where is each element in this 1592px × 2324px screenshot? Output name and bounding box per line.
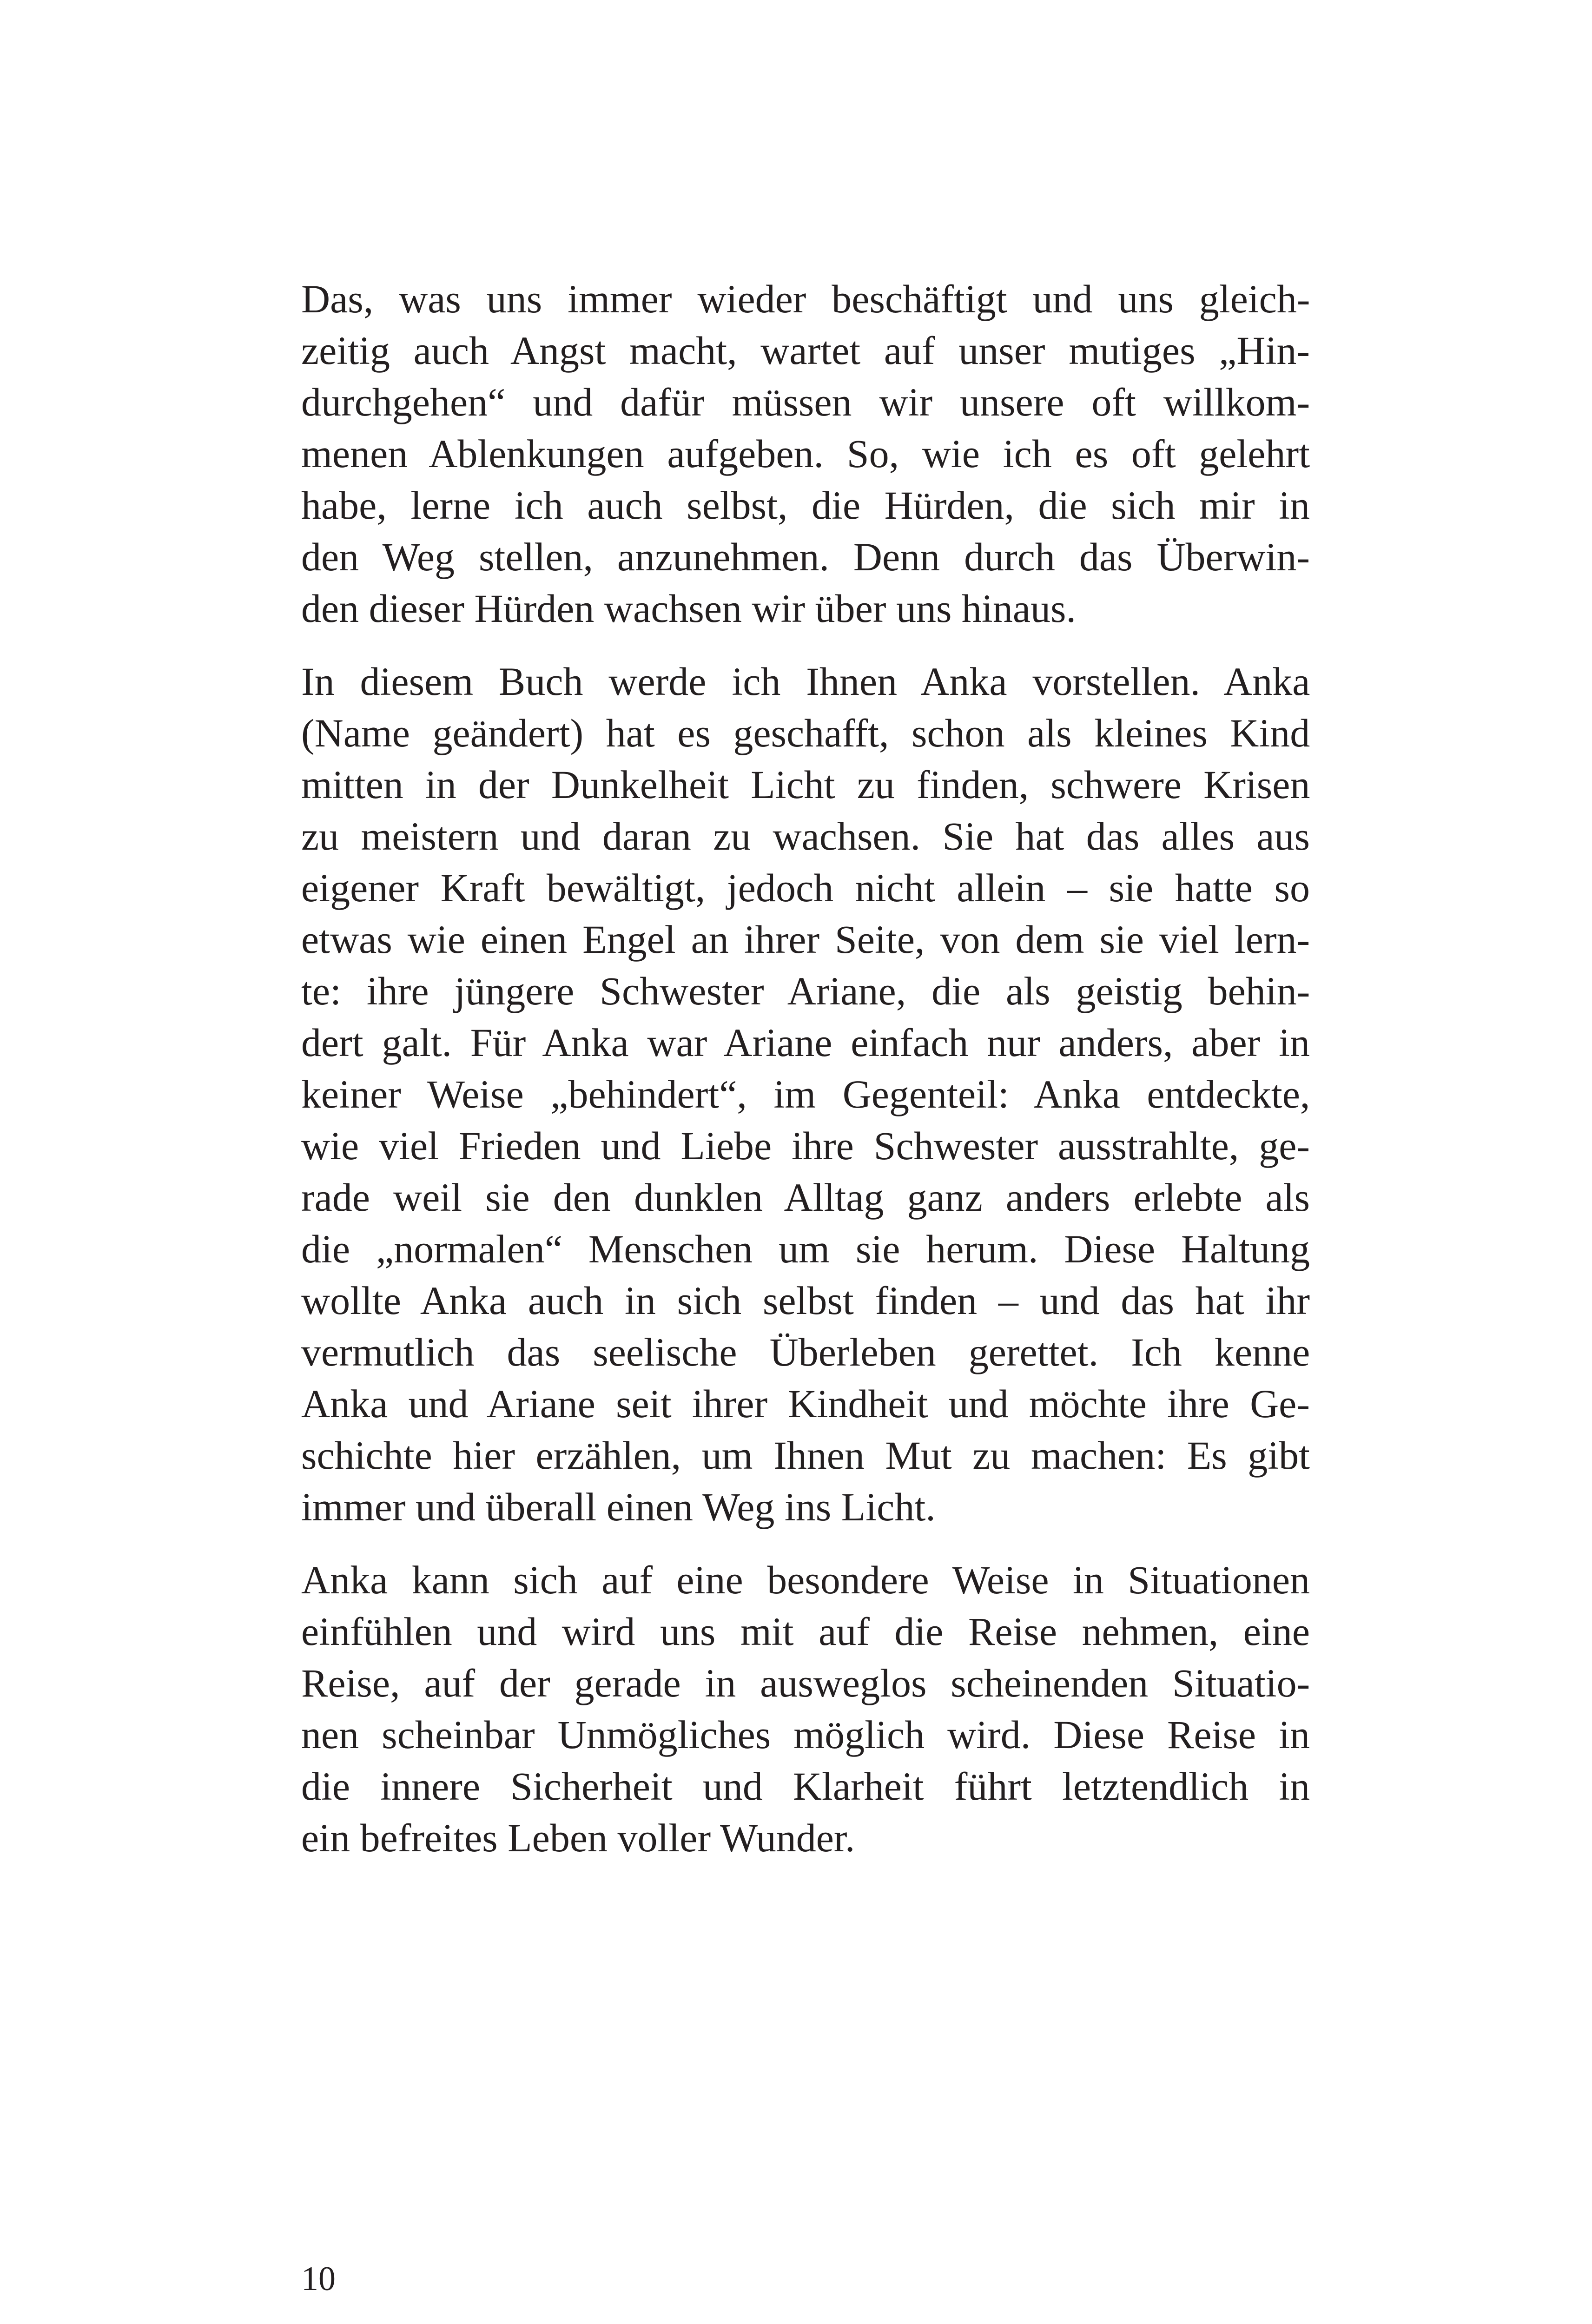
paragraph-3 (301, 1554, 1310, 1864)
text-line: Anka und Ariane seit ihrer Kindheit und möchte ihre Ge- (301, 1381, 1310, 1426)
text-line: zeitig auch Angst macht, wartet auf unser mutiges „Hin- (301, 328, 1310, 373)
text-line: den dieser Hürden wachsen wir über uns hinaus. (301, 586, 1076, 631)
text-line: einfühlen und wird uns mit auf die Reise nehmen, eine (301, 1609, 1310, 1654)
text-line: te: ihre jüngere Schwester Ariane, die als geistig behin- (301, 969, 1310, 1013)
page-number: 10 (301, 2260, 336, 2298)
text-line: keiner Weise „behindert“, im Gegenteil: Anka entdeckte, (301, 1072, 1310, 1116)
text-line: wollte Anka auch in sich selbst finden – und das hat ihr (301, 1278, 1310, 1323)
text-line: immer und überall einen Weg ins Licht. (301, 1485, 936, 1529)
text-line: vermutlich das seelische Überleben gerettet. Ich kenne (301, 1330, 1310, 1374)
paragraph-2 (301, 656, 1310, 1533)
text-line: durchgehen“ und dafür müssen wir unsere oft willkom- (301, 380, 1310, 424)
text-line: die innere Sicherheit und Klarheit führt letztendlich in (301, 1764, 1310, 1809)
text-line: wie viel Frieden und Liebe ihre Schwester ausstrahlte, ge- (301, 1123, 1310, 1168)
text-line: habe, lerne ich auch selbst, die Hürden, die sich mir in (301, 483, 1310, 528)
text-line: den Weg stellen, anzunehmen. Denn durch das Überwin- (301, 535, 1310, 579)
text-line: ein befreites Leben voller Wunder. (301, 1816, 855, 1860)
text-line: Anka kann sich auf eine besondere Weise in Situationen (301, 1558, 1310, 1602)
body-text (301, 273, 1310, 1885)
text-line: die „normalen“ Menschen um sie herum. Diese Haltung (301, 1227, 1310, 1271)
text-line: nen scheinbar Unmögliches möglich wird. Diese Reise in (301, 1712, 1310, 1757)
text-line: dert galt. Für Anka war Ariane einfach nur anders, aber in (301, 1020, 1310, 1065)
text-line: Reise, auf der gerade in ausweglos scheinenden Situatio- (301, 1661, 1310, 1705)
text-line: etwas wie einen Engel an ihrer Seite, von dem sie viel lern- (301, 917, 1310, 962)
text-line: schichte hier erzählen, um Ihnen Mut zu machen: Es gibt (301, 1433, 1310, 1478)
text-line: zu meistern und daran zu wachsen. Sie hat das alles aus (301, 814, 1310, 858)
text-line: (Name geändert) hat es geschafft, schon als kleines Kind (301, 711, 1310, 755)
paragraph-1 (301, 273, 1310, 634)
text-line: mitten in der Dunkelheit Licht zu finden, schwere Krisen (301, 762, 1310, 807)
text-line: menen Ablenkungen aufgeben. So, wie ich es oft gelehrt (301, 431, 1310, 476)
text-line: In diesem Buch werde ich Ihnen Anka vorstellen. Anka (301, 659, 1310, 704)
text-line: eigener Kraft bewältigt, jedoch nicht allein – sie hatte so (301, 865, 1310, 910)
text-line: rade weil sie den dunklen Alltag ganz anders erlebte als (301, 1175, 1310, 1220)
text-line: Das, was uns immer wieder beschäftigt und uns gleich- (301, 277, 1310, 321)
